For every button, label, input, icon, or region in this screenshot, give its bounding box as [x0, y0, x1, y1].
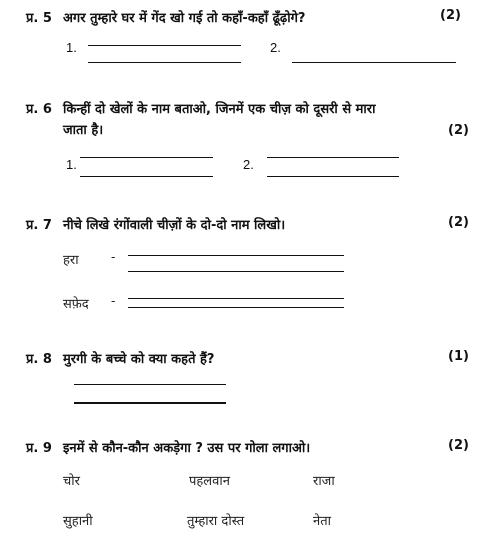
blank-label-1: 1.: [66, 157, 77, 172]
question-number: प्र. 6: [26, 102, 52, 117]
question-number: प्र. 5: [26, 11, 52, 26]
answer-line[interactable]: [128, 255, 344, 256]
option-suhani[interactable]: सुहानी: [63, 514, 93, 529]
question-text-line-1: किन्हीं दो खेलों के नाम बताओ, जिनमें एक चीज़ को दूसरी से मारा: [63, 102, 376, 117]
answer-line[interactable]: [267, 157, 399, 158]
blank-label-2: 2.: [270, 40, 281, 55]
color-label-green: हरा: [63, 253, 79, 268]
answer-line[interactable]: [80, 157, 213, 158]
color-dash: -: [111, 294, 116, 309]
option-your-friend[interactable]: तुम्हारा दोस्त: [187, 514, 245, 529]
question-number: प्र. 7: [26, 218, 52, 233]
color-dash: -: [111, 250, 116, 265]
question-text: मुरगी के बच्चे को क्या कहते हैं?: [63, 352, 215, 367]
question-marks: (2): [440, 8, 461, 23]
answer-line[interactable]: [88, 62, 241, 63]
answer-line[interactable]: [74, 384, 226, 385]
question-marks: (2): [448, 215, 469, 230]
question-marks: (1): [448, 349, 469, 364]
answer-line[interactable]: [74, 402, 226, 404]
answer-line[interactable]: [88, 45, 241, 46]
question-text: इनमें से कौन-कौन अकड़ेगा ? उस पर गोला लगाओ।: [63, 441, 311, 456]
answer-line[interactable]: [267, 176, 399, 177]
blank-label-1: 1.: [66, 40, 77, 55]
answer-line[interactable]: [128, 298, 344, 299]
color-label-white: सफ़ेद: [63, 297, 89, 312]
answer-line[interactable]: [80, 176, 213, 177]
option-wrestler[interactable]: पहलवान: [189, 474, 230, 489]
question-text: अगर तुम्हारे घर में गेंद खो गई तो कहाँ-कहाँ ढूँढ़ोगे?: [63, 11, 306, 26]
question-text: नीचे लिखे रंगोंवाली चीज़ों के दो-दो नाम लिखो।: [63, 218, 286, 233]
question-number: प्र. 8: [26, 352, 52, 367]
question-marks: (2): [448, 123, 469, 138]
option-king[interactable]: राजा: [313, 474, 335, 489]
option-thief[interactable]: चोर: [63, 474, 80, 489]
answer-line[interactable]: [292, 62, 456, 63]
question-number: प्र. 9: [26, 441, 52, 456]
blank-label-2: 2.: [243, 157, 254, 172]
answer-line[interactable]: [128, 271, 344, 272]
question-text-line-2: जाता है।: [63, 123, 104, 138]
option-leader[interactable]: नेता: [313, 514, 331, 529]
question-marks: (2): [448, 438, 469, 453]
answer-line[interactable]: [128, 307, 344, 308]
